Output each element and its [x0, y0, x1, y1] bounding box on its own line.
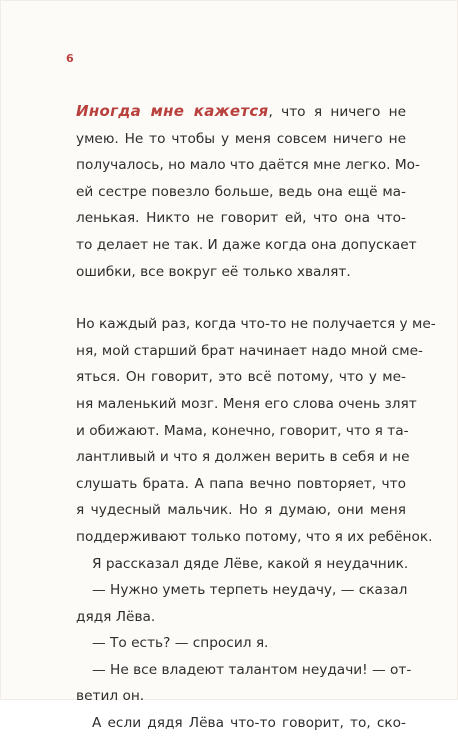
paragraph-1-line-1-rest: , что я ничего не: [268, 104, 406, 120]
lead-phrase: Иногда мне кажется: [76, 102, 269, 120]
paragraph-2-line-3: яться. Он говорит, это всё потому, что у ме-: [76, 369, 406, 386]
paragraph-gap: [76, 285, 406, 311]
dialogue-line-5: — Не все владеют талантом неудачи! — от-: [92, 661, 412, 678]
dialogue-line-7: А если дядя Лёва что-то говорит, то, ско-: [92, 715, 406, 732]
paragraph-2-line-5: и обижают. Мама, конечно, говорит, что я та-: [76, 422, 409, 439]
paragraph-1-line-7: ошибки, все вокруг её только хвалят.: [76, 263, 351, 280]
paragraph-2-line-9: поддерживают только потому, что я их ребёнок.: [76, 528, 433, 545]
page-number: 6: [66, 52, 74, 65]
paragraph-1-line-2: умею. Не то чтобы у меня совсем ничего не: [76, 130, 406, 147]
paragraph-1-line-5: ленькая. Никто не говорит ей, что она что-: [76, 210, 406, 227]
paragraph-2-line-4: ня маленький мозг. Меня его слова очень злят: [76, 395, 417, 412]
dialogue-line-6: ветил он.: [76, 688, 145, 705]
paragraph-1-line-1: [76, 98, 406, 126]
paragraph-2-line-6: лантливый и что я должен верить в себя и не: [76, 449, 410, 466]
dialogue-line-1: Я рассказал дяде Лёве, какой я неудачник.: [92, 555, 409, 572]
paragraph-1-line-3: получалось, но мало что даётся мне легко. Мо-: [76, 157, 420, 174]
dialogue-line-2: — Нужно уметь терпеть неудачу, — сказал: [92, 582, 408, 599]
paragraph-2-line-8: я чудесный мальчик. Но я думаю, они меня: [76, 502, 406, 519]
paragraph-1-line-4: ей сестре повезло больше, ведь она ещё ма-: [76, 183, 406, 200]
paragraph-1-line-6: то делает не так. И даже когда она допускает: [76, 236, 417, 253]
dialogue-line-3: дядя Лёва.: [76, 608, 156, 625]
dialogue-line-4: — То есть? — спросил я.: [92, 635, 269, 652]
paragraph-2-line-7: слушать брата. А папа вечно повторяет, что: [76, 475, 406, 492]
paragraph-2-line-1: Но каждый раз, когда что-то не получается у ме-: [76, 316, 436, 333]
paragraph-2-line-2: ня, мой старший брат начинает надо мной сме-: [76, 342, 423, 359]
page-text: [76, 98, 436, 737]
